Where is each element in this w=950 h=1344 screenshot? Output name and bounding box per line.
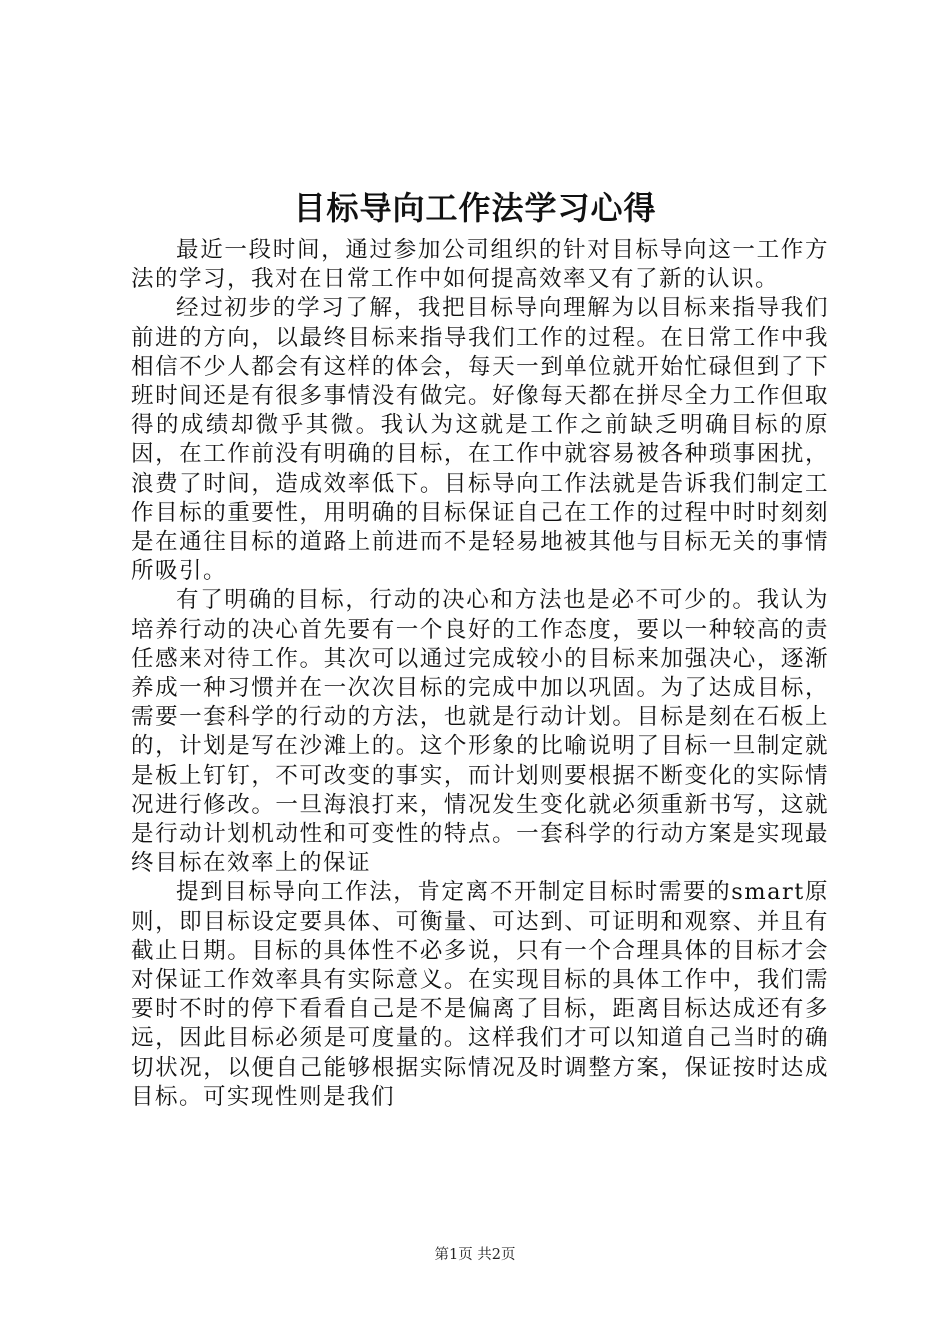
paragraph-4: 提到目标导向工作法，肯定离不开制定目标时需要的smart原则，即目标设定要具体、可衡量、可达到、可证明和观察、并且有截止日期。目标的具体性不必多说，只有一个合理具体的目标才会对保证工作效率具有实际意义。在实现目标的具体工作中，我们需要时不时的停下看看自己是不是偏离了目标，距离目标达成还有多远，因此目标必须是可度量的。这样我们才可以知道自己当时的确切状况，以便自己能够根据实际情况及时调整方案，保证按时达成目标。可实现性则是我们 <box>131 879 829 1110</box>
page-footer: 第1页 共2页 <box>434 1247 516 1263</box>
paragraph-1: 最近一段时间，通过参加公司组织的针对目标导向这一工作方法的学习，我对在日常工作中如何提高效率又有了新的认识。 <box>131 237 829 293</box>
paragraph-2: 经过初步的学习了解，我把目标导向理解为以目标来指导我们前进的方向，以最终目标来指导我们工作的过程。在日常工作中我相信不少人都会有这样的体会，每天一到单位就开始忙碌但到了下班时间还是有很多事情没有做完。好像每天都在拼尽全力工作但取得的成绩却微乎其微。我认为这就是工作之前缺乏明确目标的原因，在工作前没有明确的目标，在工作中就容易被各种琐事困扰，浪费了时间，造成效率低下。目标导向工作法就是告诉我们制定工作目标的重要性，用明确的目标保证自己在工作的过程中时时刻刻是在通往目标的道路上前进而不是轻易地被其他与目标无关的事情所吸引。 <box>131 295 829 585</box>
document-body <box>131 236 829 1112</box>
paragraph-3: 有了明确的目标，行动的决心和方法也是必不可少的。我认为培养行动的决心首先要有一个良好的工作态度，要以一种较高的责任感来对待工作。其次可以通过完成较小的目标来加强决心，逐渐养成一种习惯并在一次次目标的完成中加以巩固。为了达成目标，需要一套科学的行动的方法，也就是行动计划。目标是刻在石板上的，计划是写在沙滩上的。这个形象的比喻说明了目标一旦制定就是板上钉钉，不可改变的事实，而计划则要根据不断变化的实际情况进行修改。一旦海浪打来，情况发生变化就必须重新书写，这就是行动计划机动性和可变性的特点。一套科学的行动方案是实现最终目标在效率上的保证 <box>131 587 829 877</box>
document-title: 目标导向工作法学习心得 <box>293 189 657 227</box>
